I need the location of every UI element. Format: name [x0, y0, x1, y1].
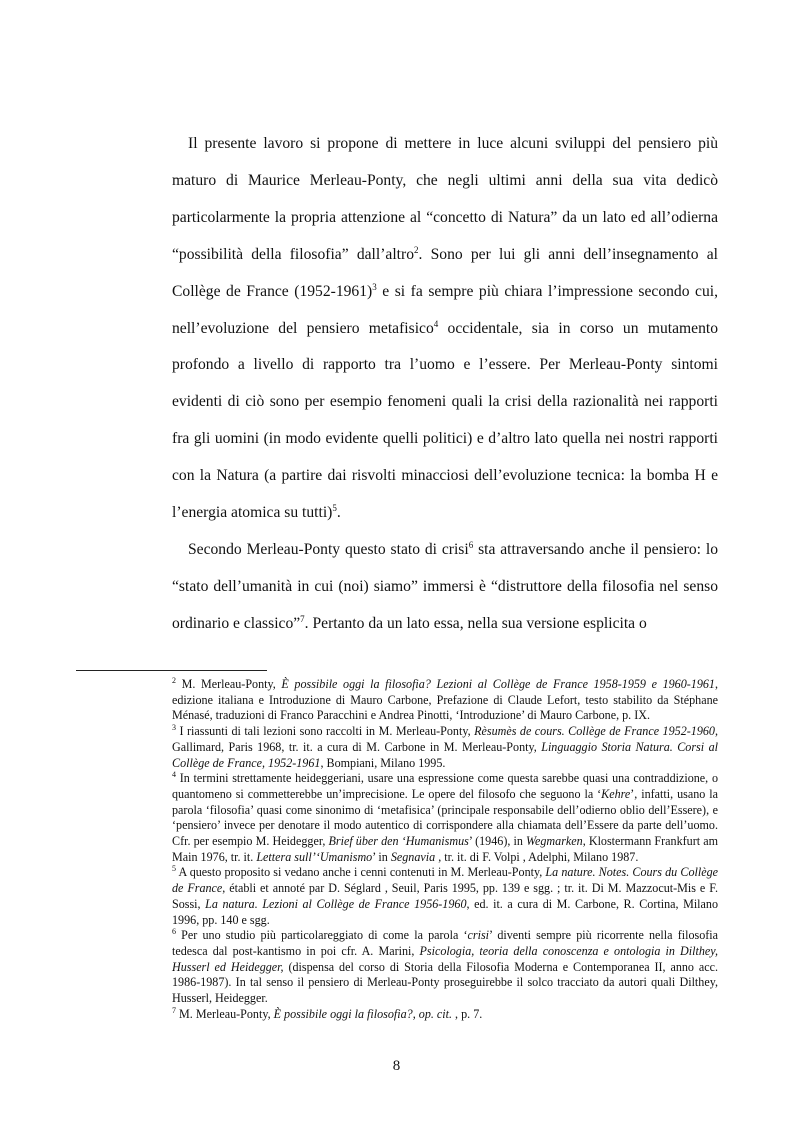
footnote-number: 3 — [172, 723, 176, 733]
footnote-ref-7[interactable]: 7 — [300, 613, 305, 624]
footnote-text: , ed. it. a cura di M. Carbone, R. Cortina, Milano 1996, pp. 140 e sgg. — [172, 896, 718, 927]
footnote-title: È possibile oggi la filosofia?, op. cit. — [273, 1006, 453, 1021]
paragraph-2 — [172, 532, 718, 643]
footnote-title: Kehre — [601, 786, 631, 801]
footnote-text: (dispensa del corso di Storia della Filosofia Moderna e Contemporanea II, anno acc. 1986-1987). In tal senso il pensiero di Merleau-Ponty proseguirebbe il solco tracciato da autori quali Dilthey, Husserl, Heidegger. — [172, 959, 718, 1006]
footnote-title: Brief über den ‘Humanismus — [328, 834, 469, 849]
footnote-text: M. Merleau-Ponty, — [176, 1006, 274, 1021]
footnote-number: 5 — [172, 864, 176, 874]
footnote-text: ’ (1946), in — [468, 834, 527, 849]
paragraph-text: Il presente lavoro si propone di mettere in luce alcuni sviluppi del pensiero più maturo di Maurice Merleau-Ponty, che negli ultimi anni della sua vita dedicò particolarmente la propria attenzione al “concetto di Natura” da un lato ed all’odierna “possibilità della filosofia” dall’altro — [172, 135, 718, 263]
footnote-title: Segnavia — [390, 849, 436, 864]
main-text — [172, 126, 718, 643]
paragraph-text: . — [336, 504, 341, 522]
footnote-ref-4[interactable]: 4 — [433, 318, 439, 329]
footnote-7 — [172, 1007, 718, 1023]
footnote-title: crisi — [467, 928, 490, 943]
footnote-text: M. Merleau-Ponty, — [176, 677, 282, 691]
footnote-text: , établi et annoté par D. Séglard , Seuil, Paris 1995, pp. 139 e sgg. ; tr. it. Di M. Mazzocut-Mis e F. Sossi, — [172, 881, 718, 911]
page-number: 8 — [392, 1058, 401, 1074]
footnote-title: Wegmarken — [526, 834, 583, 849]
footnote-ref-3[interactable]: 3 — [372, 281, 377, 292]
footnote-title: Linguaggio Storia Natura. Corsi al Collège de France, 1952-1961 — [172, 739, 718, 770]
footnote-text: , tr. it. di F. Volpi , Adelphi, Milano 1987. — [435, 849, 639, 864]
footnote-ref-6[interactable]: 6 — [468, 539, 474, 550]
paragraph-text: Secondo Merleau-Ponty questo stato di crisi — [188, 540, 469, 558]
footnote-title: Psicologia, teoria della conoscenza e ontologia in Dilthey, Husserl ed Heidegger, — [172, 943, 719, 974]
footnote-title: È possibile oggi la filosofia? Lezioni al Collège de France 1958-1959 e 1960-1961 — [281, 677, 715, 691]
footnote-text: A questo proposito si vedano anche i cenni contenuti in M. Merleau-Ponty, — [176, 865, 546, 880]
footnote-text: ’, infatti, usano la parola ‘filosofia’ quasi come sinonimo di ‘metafisica’ (principale responsabile dell’odierno oblio dell’Essere), e ‘pensiero’ invece per denotare il modo autentico di corrispondere alla chiamata dell’Essere da parte dell’uomo. Cfr. per esempio M. Heidegger, — [172, 786, 718, 849]
footnote-text: ’ in — [372, 849, 391, 864]
footnote-ref-2[interactable]: 2 — [414, 244, 419, 255]
paragraph-text: occidentale, sia in corso un mutamento profondo a livello di rapporto tra l’uomo e l’essere. Per Merleau-Ponty sintomi evidenti di ciò sono per esempio fenomeni quali la crisi della razionalità nei rapporti fra gli uomini (in modo evidente quelli politici) e d’altro lato quella nei nostri rapporti con la Natura (a partire dai risvolti minacciosi dell’evoluzione tecnica: la bomba H e l’energia atomica su tutti) — [172, 319, 718, 522]
footnote-6 — [172, 928, 718, 1007]
footnote-text: , Gallimard, Paris 1968, tr. it. a cura di M. Carbone in M. Merleau-Ponty, — [172, 724, 718, 754]
footnote-ref-5[interactable]: 5 — [332, 502, 337, 513]
paragraph-text: . Pertanto da un lato essa, nella sua versione esplicita o — [304, 614, 647, 632]
footnote-number: 4 — [172, 770, 176, 780]
footnote-text: , edizione italiana e Introduzione di Mauro Carbone, Prefazione di Claude Lefort, testo stabilito da Stéphane Ménasé, traduzioni di Franco Paracchini e Andrea Pinotti, ‘Introduzione’ di Mauro Carbone, p. IX. — [172, 677, 718, 723]
footnote-text: Per uno studio più particolareggiato di come la parola ‘ — [176, 928, 468, 943]
footnote-text: , p. 7. — [452, 1006, 483, 1021]
paragraph-text: e si fa sempre più chiara l’impressione secondo cui, nell’evoluzione del pensiero metafisico — [172, 282, 719, 337]
footnote-number: 2 — [172, 675, 176, 685]
footnote-text: ’ diventi sempre più ricorrente nella filosofia tedesca dal post-kantismo in poi cfr. A. Marini, — [172, 928, 718, 958]
footnote-number: 7 — [172, 1005, 176, 1015]
footnote-text: In termini strettamente heideggeriani, usare una espressione come questa sarebbe quasi una contraddizione, o quantomeno si commetterebbe un’imprecisione. Le opere del filosofo che seguono la ‘ — [172, 771, 718, 801]
paragraph-1 — [172, 126, 718, 532]
footnote-2 — [172, 677, 718, 724]
footnote-text: , Bompiani, Milano 1995. — [320, 755, 446, 770]
paragraph-text: sta attraversando anche il pensiero: lo “stato dell’umanità in cui (noi) siamo” immersi è “distruttore della filosofia nel senso ordinario e classico” — [172, 540, 718, 632]
footnote-title: La natura. Lezioni al Collège de France 1956-1960 — [205, 896, 467, 911]
footnote-number: 6 — [172, 927, 176, 937]
footnotes — [172, 677, 718, 1022]
footnote-4 — [172, 771, 718, 865]
footnote-title: Rèsumès de cours. Collège de France 1952-1960 — [474, 724, 715, 739]
footnote-text: , Klostermann Frankfurt am Main 1976, tr. it. — [172, 834, 718, 864]
footnote-5 — [172, 865, 718, 928]
footnote-separator — [76, 670, 267, 671]
footnote-title: Lettera sull’‘Umanismo — [256, 849, 373, 864]
footnote-text: I riassunti di tali lezioni sono raccolti in M. Merleau-Ponty, — [176, 724, 475, 739]
paragraph-text: . Sono per lui gli anni dell’insegnamento al Collège de France (1952-1961) — [172, 245, 719, 300]
footnote-title: La nature. Notes. Cours du Collège de France — [172, 865, 718, 896]
footnote-3 — [172, 724, 718, 771]
